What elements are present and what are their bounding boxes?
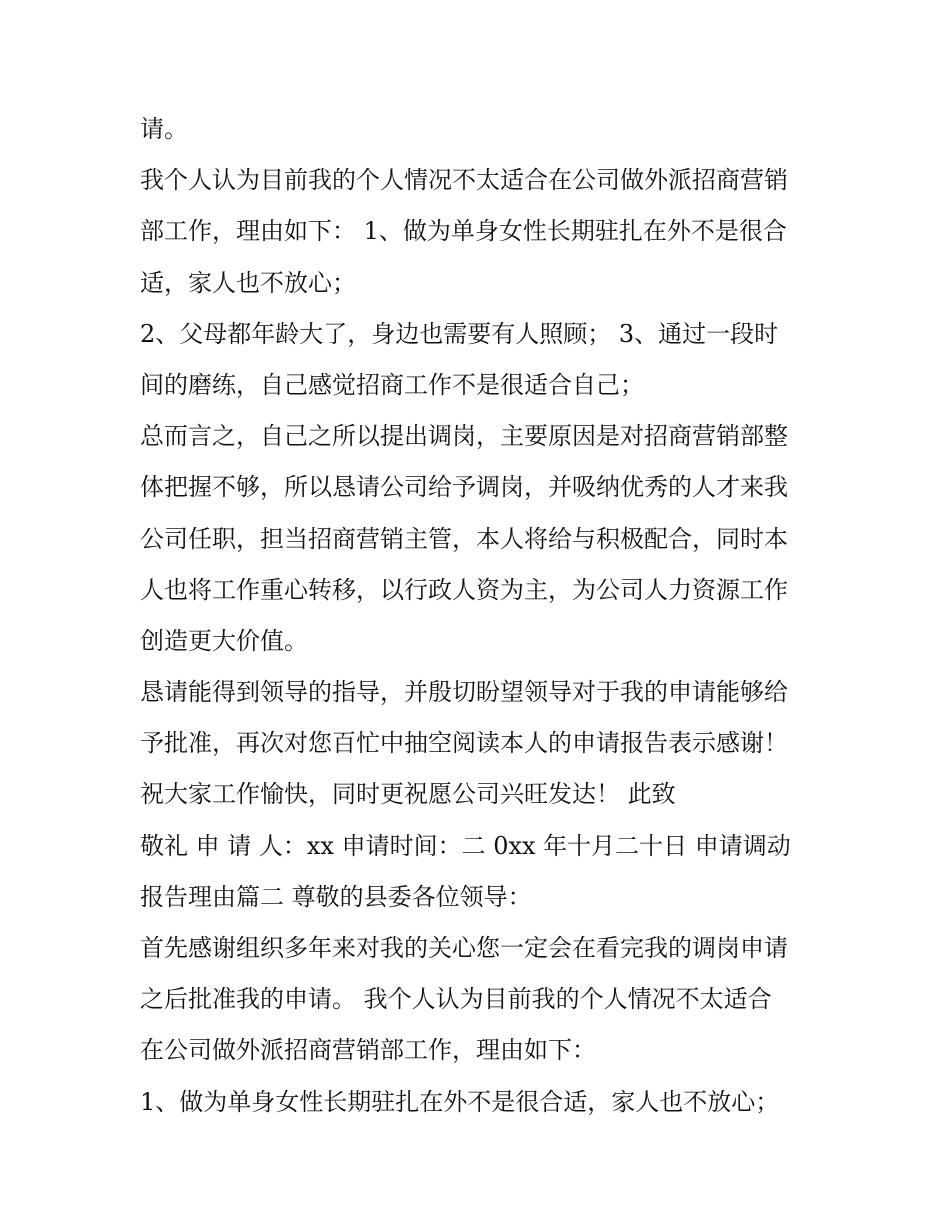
text-line: 我个人认为目前我的个人情况不太适合在公司做外派招商营销 [140, 166, 788, 195]
text-line: 恳请能得到领导的指导，并殷切盼望领导对于我的申请能够给 [140, 678, 788, 707]
text-line: 人也将工作重心转移，以行政人资为主，为公司人力资源工作 [140, 575, 788, 604]
text-line: 祝大家工作愉快，同时更祝愿公司兴旺发达！ 此致 [140, 780, 676, 809]
text-line: 创造更大价值。 [140, 626, 308, 655]
text-line: 适，家人也不放心； [140, 268, 356, 297]
document-body [140, 104, 830, 1128]
text-line: 2、父母都年龄大了，身边也需要有人照顾； 3、通过一段时 [140, 319, 779, 348]
text-line: 报告理由篇二 尊敬的县委各位领导： [140, 882, 532, 911]
text-line: 体把握不够，所以恳请公司给予调岗，并吸纳优秀的人才来我 [140, 473, 788, 502]
text-line: 首先感谢组织多年来对我的关心您一定会在看完我的调岗申请 [140, 934, 788, 962]
text-line: 间的磨练，自己感觉招商工作不是很适合自己； [140, 370, 644, 399]
text-line: 在公司做外派招商营销部工作，理由如下： [140, 1036, 596, 1065]
text-line: 总而言之，自己之所以提出调岗，主要原因是对招商营销部整 [140, 422, 788, 451]
text-line: 公司任职，担当招商营销主管，本人将给与积极配合，同时本 [140, 524, 788, 553]
text-line: 敬礼 申 请 人：xx 申请时间：二 0xx 年十月二十日 申请调动 [140, 831, 791, 860]
text-line: 予批准，再次对您百忙中抽空阅读本人的申请报告表示感谢！ [140, 729, 788, 758]
text-line: 请。 [140, 115, 188, 143]
text-line: 之后批准我的申请。 我个人认为目前我的个人情况不太适合 [140, 985, 772, 1014]
text-line: 部工作，理由如下： 1、做为单身女性长期驻扎在外不是很合 [140, 217, 787, 246]
text-line: 1、做为单身女性长期驻扎在外不是很合适，家人也不放心； [140, 1087, 780, 1116]
